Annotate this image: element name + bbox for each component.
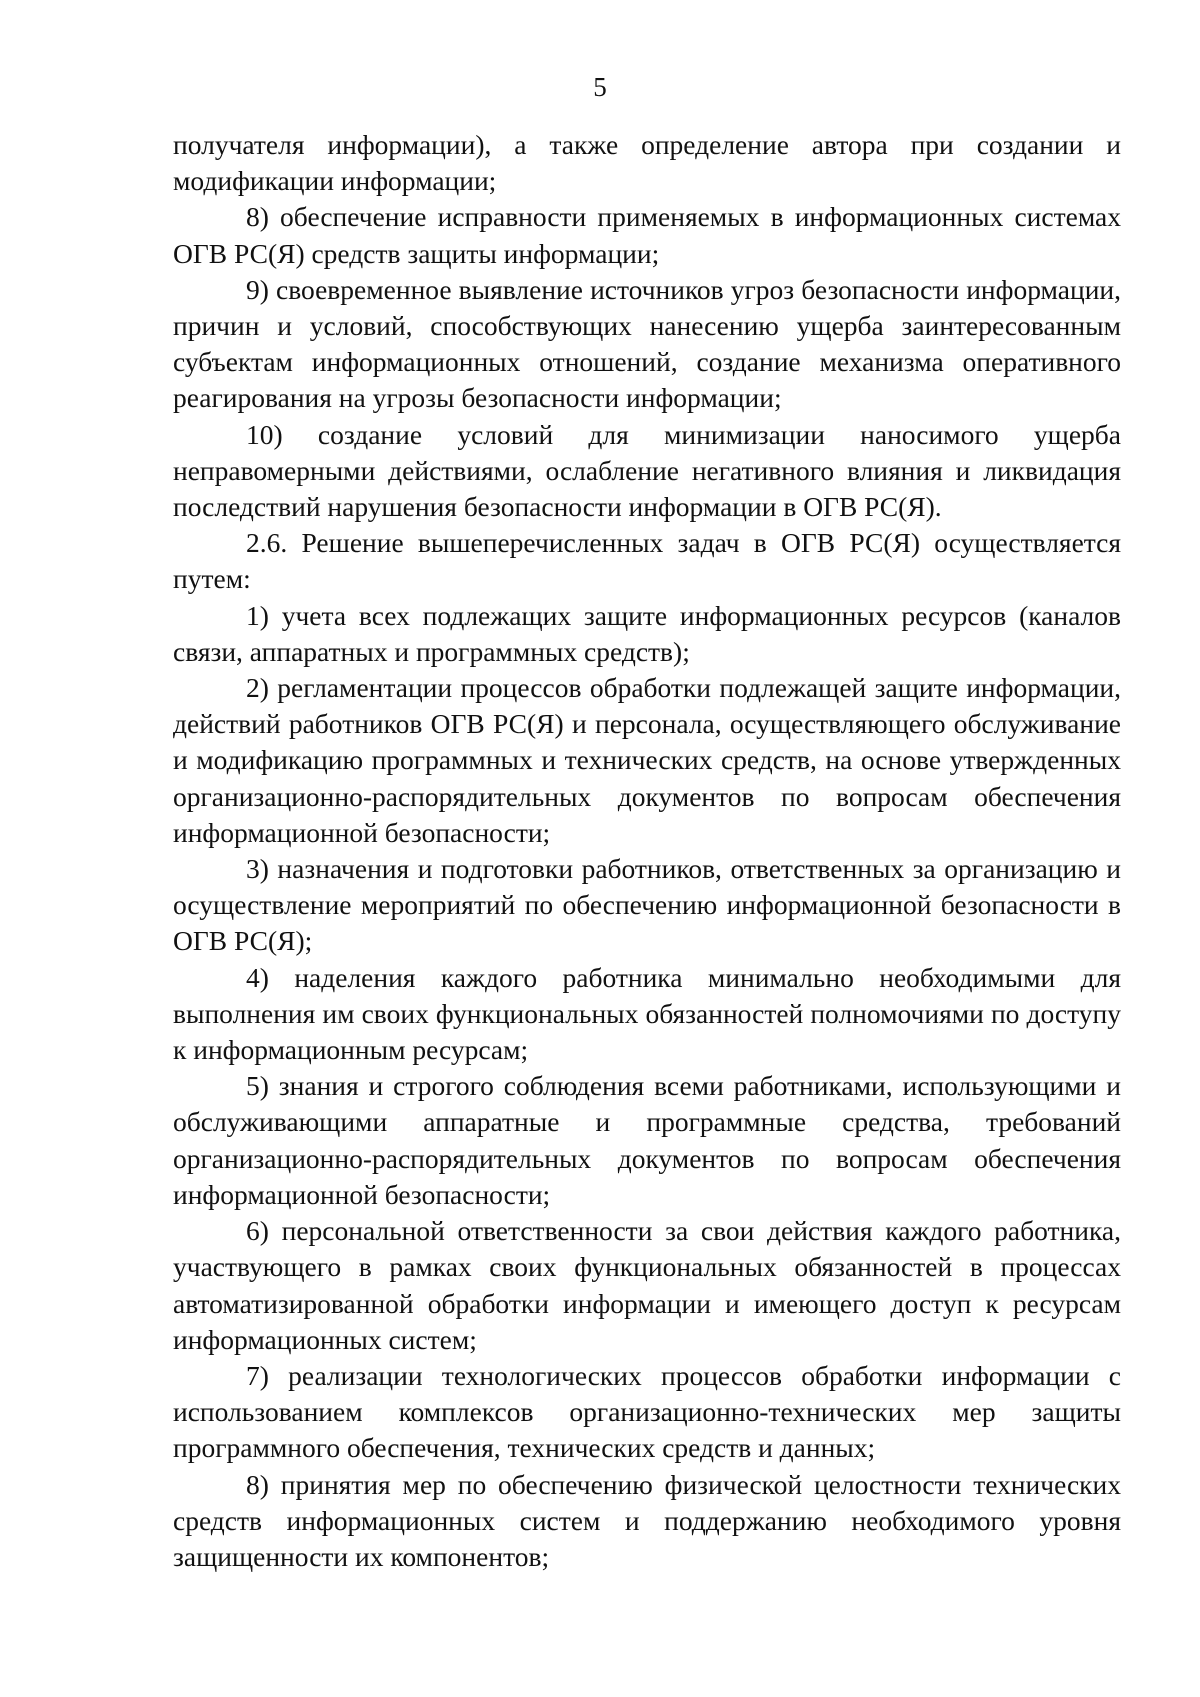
- paragraph: 1) учета всех подлежащих защите информационных ресурсов (каналов связи, аппаратных и программных средств);: [173, 599, 1121, 667]
- paragraph: 2.6. Решение вышеперечисленных задач в ОГВ РС(Я) осуществляется путем:: [173, 527, 1121, 595]
- page-number: 5: [593, 72, 607, 102]
- paragraph: 9) своевременное выявление источников угроз безопасности информации, причин и условий, способствующих нанесению ущерба заинтересованным субъектам информационных отношений, создание механизма оперативного реагирования на угрозы безопасности информации;: [173, 273, 1121, 414]
- paragraph: 4) наделения каждого работника минимально необходимыми для выполнения им своих функциональных обязанностей полномочиями по доступу к информационным ресурсам;: [173, 961, 1121, 1066]
- document-body: [173, 127, 1121, 1575]
- paragraph: 6) персональной ответственности за свои действия каждого работника, участвующего в рамках своих функциональных обязанностей в процессах автоматизированной обработки информации и имеющего доступ к ресурсам информационных систем;: [173, 1215, 1121, 1355]
- paragraph: получателя информации), а также определение автора при создании и модификации информации;: [173, 129, 1121, 197]
- paragraph: 7) реализации технологических процессов обработки информации с использованием комплексов организационно-технических мер защиты программного обеспечения, технических средств и данных;: [173, 1359, 1121, 1464]
- paragraph: 2) регламентации процессов обработки подлежащей защите информации, действий работников ОГВ РС(Я) и персонала, осуществляющего обслуживание и модификацию программных и технических средств, на основе утвержденных организационно-распорядительных документов по вопросам обеспечения информационной безопасности;: [173, 672, 1121, 848]
- paragraph: 8) принятия мер по обеспечению физической целостности технических средств информационных систем и поддержанию необходимого уровня защищенности их компонентов;: [173, 1468, 1121, 1572]
- paragraph: 3) назначения и подготовки работников, ответственных за организацию и осуществление мероприятий по обеспечению информационной безопасности в ОГВ РС(Я);: [173, 853, 1121, 957]
- paragraph: 8) обеспечение исправности применяемых в информационных системах ОГВ РС(Я) средств защиты информации;: [173, 201, 1121, 269]
- paragraph: 5) знания и строгого соблюдения всеми работниками, использующими и обслуживающими аппаратные и программные средства, требований организационно-распорядительных документов по вопросам обеспечения информационной безопасности;: [173, 1070, 1121, 1210]
- paragraph: 10) создание условий для минимизации наносимого ущерба неправомерными действиями, ослабление негативного влияния и ликвидация последствий нарушения безопасности информации в ОГВ РС(Я).: [173, 418, 1121, 523]
